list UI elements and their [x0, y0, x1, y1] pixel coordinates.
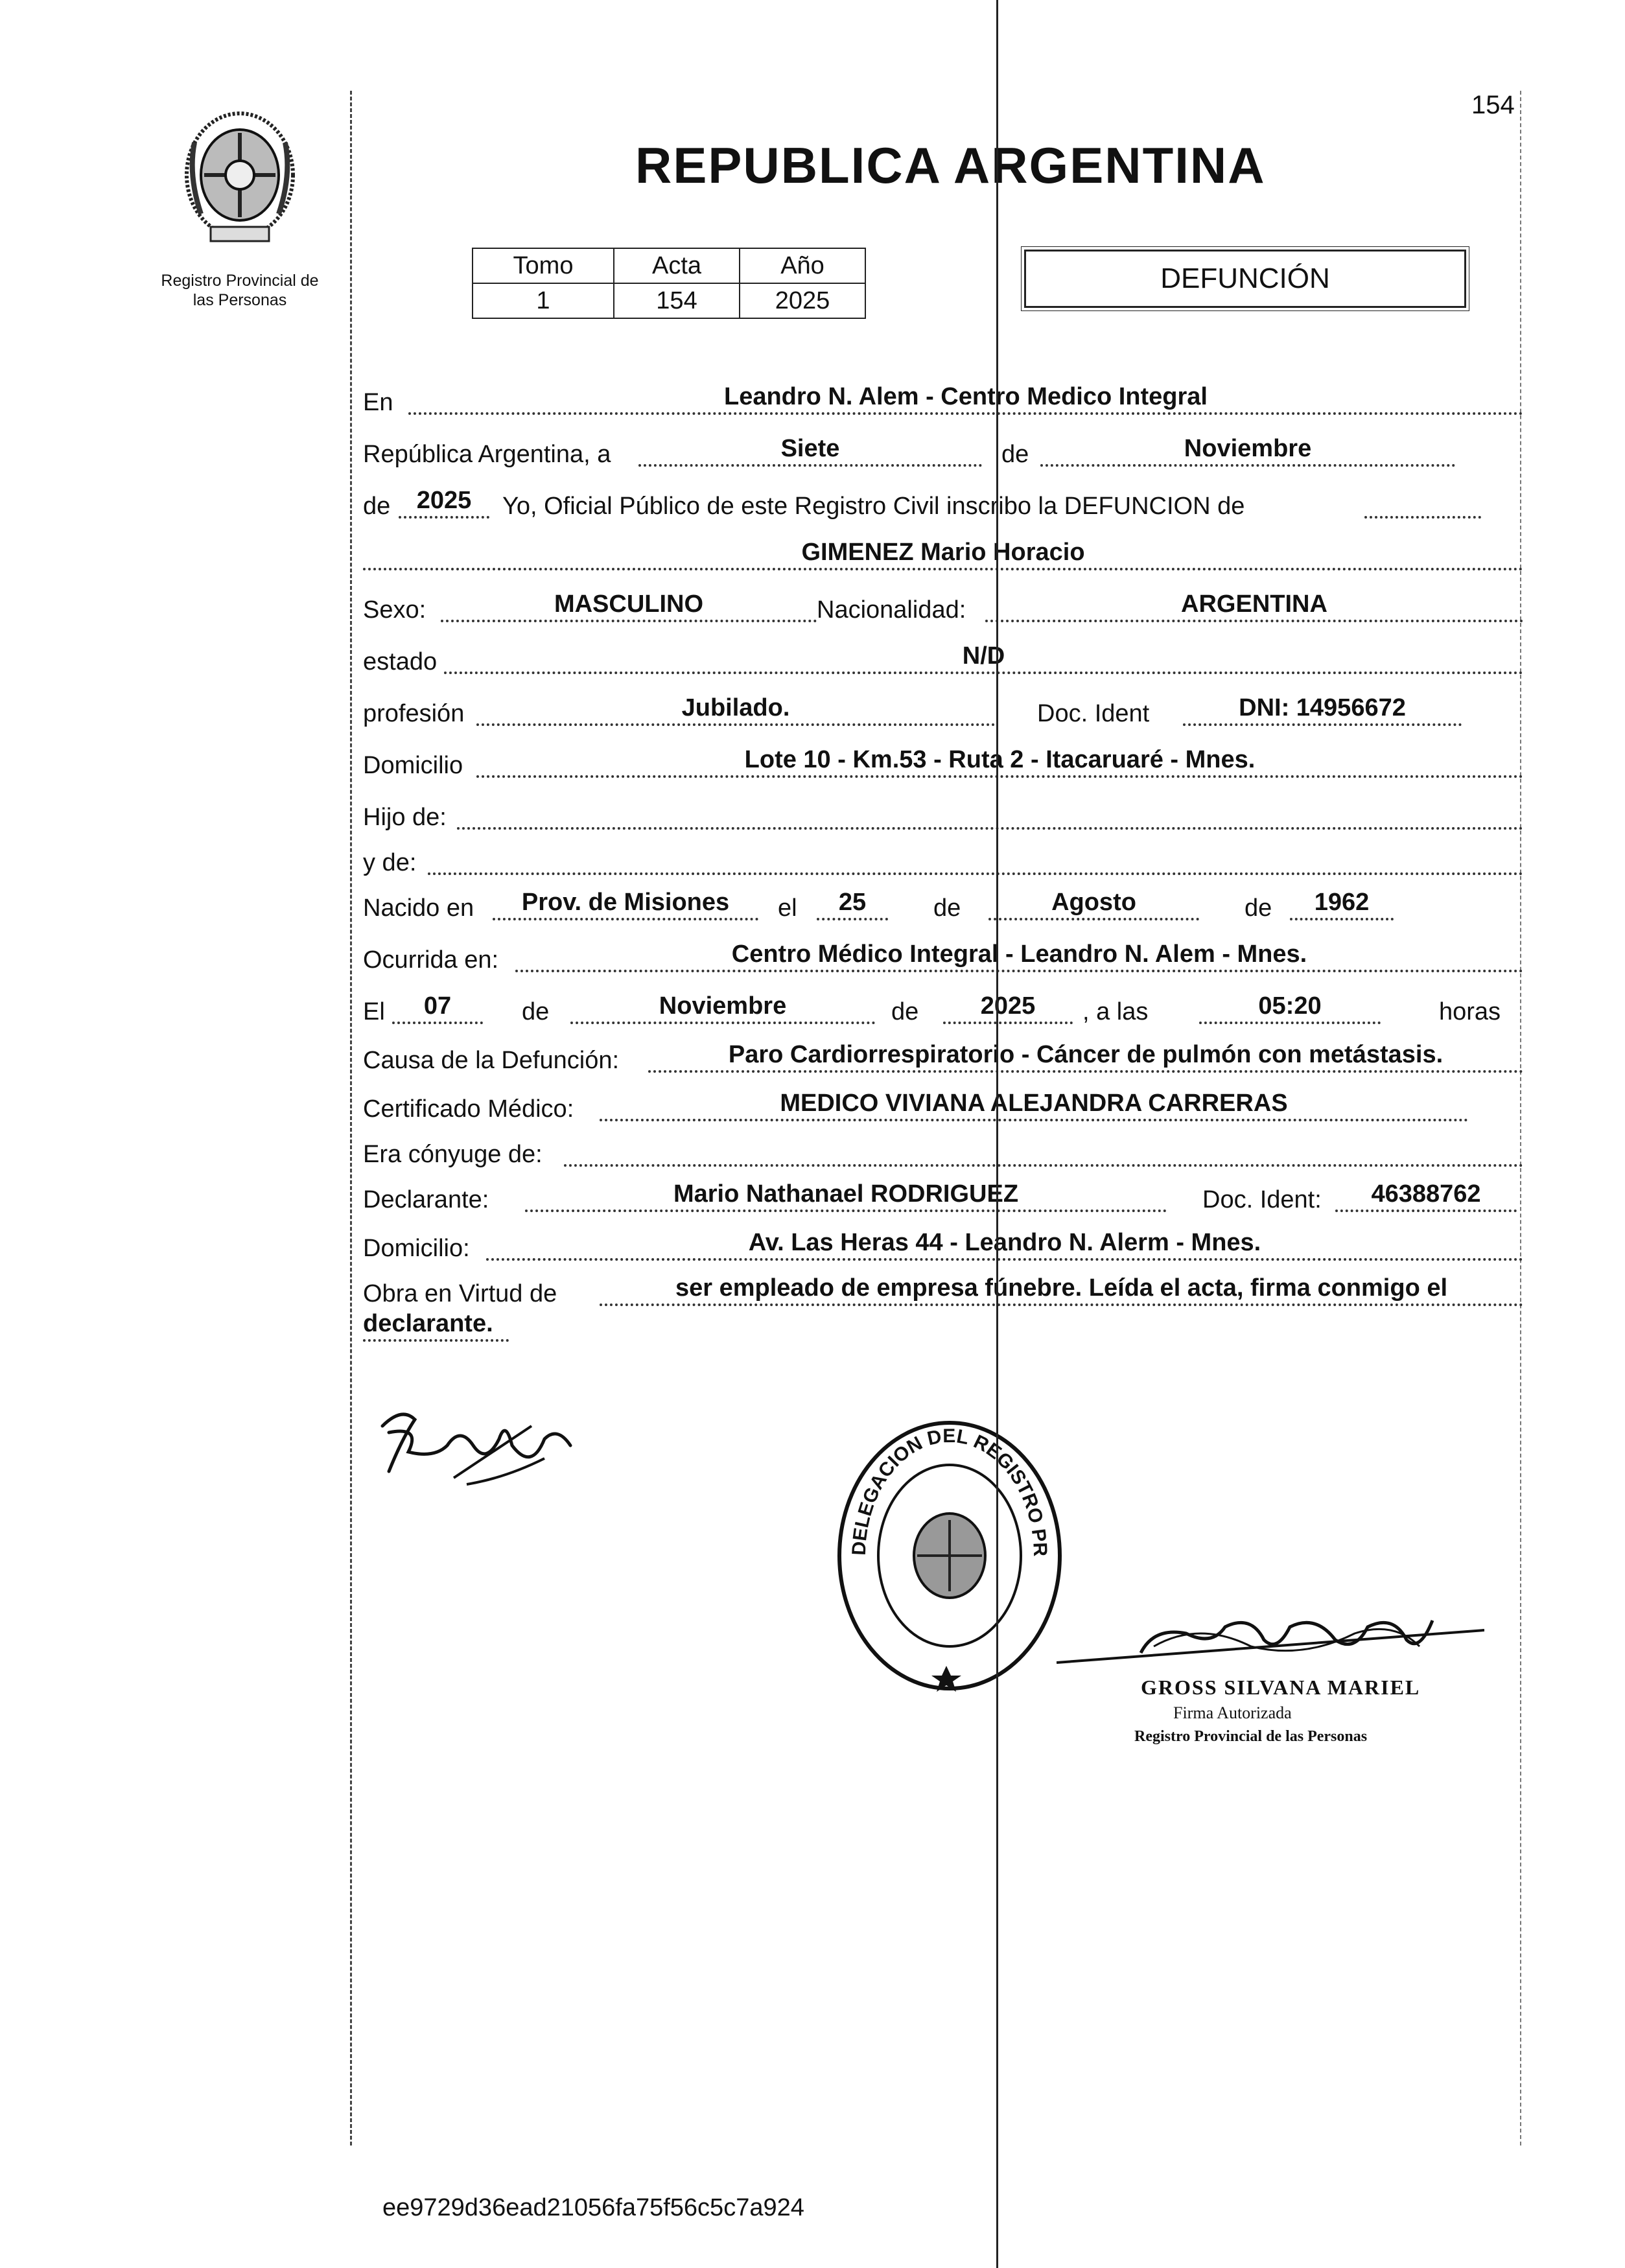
deceased-name-value: GIMENEZ Mario Horacio — [363, 538, 1523, 570]
born-day-value: 25 — [817, 888, 888, 920]
acta-header: Acta — [614, 248, 740, 283]
place-label: En — [363, 389, 393, 416]
month-value: Noviembre — [1040, 434, 1455, 467]
nationality-label: Nacionalidad: — [817, 596, 966, 624]
year-value: 2025 — [399, 486, 489, 519]
declarant-value: Mario Nathanael RODRIGUEZ — [525, 1180, 1167, 1212]
official-registry: Registro Provincial de las Personas — [1134, 1728, 1368, 1745]
cause-value: Paro Cardiorrespiratorio - Cáncer de pulmón con metástasis. — [648, 1040, 1523, 1073]
time-label: , a las — [1082, 998, 1149, 1025]
el-label: El — [363, 998, 385, 1025]
center-fold-line — [996, 0, 998, 2268]
reference-table — [472, 248, 866, 319]
row-occurred — [363, 927, 1523, 979]
sex-value: MASCULINO — [441, 590, 817, 622]
page-title: REPUBLICA ARGENTINA — [635, 137, 1266, 194]
occurred-label: Ocurrida en: — [363, 946, 499, 974]
certificate-label: Certificado Médico: — [363, 1095, 574, 1123]
doc-label: Doc. Ident — [1037, 700, 1150, 727]
provincial-coat-of-arms-icon — [175, 104, 305, 259]
row-declarant — [363, 1167, 1523, 1219]
row-date — [363, 421, 1523, 473]
born-de-label: de — [933, 894, 961, 922]
address-label: Domicilio — [363, 752, 463, 779]
civil-status-value: N/D — [444, 642, 1523, 674]
row-mother — [363, 830, 1523, 882]
day-words-value: Siete — [638, 434, 982, 467]
document-hash: ee9729d36ead21056fa75f56c5c7a924 — [382, 2194, 804, 2221]
mother-label: y de: — [363, 849, 417, 876]
record-type-box: DEFUNCIÓN — [1024, 250, 1466, 308]
official-signature — [1057, 1601, 1484, 1676]
mother-value — [428, 843, 1523, 875]
civil-status-label: estado — [363, 648, 438, 675]
official-role: Firma Autorizada — [1173, 1703, 1292, 1722]
virtue-label: Obra en Virtud de — [363, 1280, 557, 1307]
anio-value: 2025 — [740, 283, 865, 318]
row-spouse — [363, 1121, 1523, 1173]
born-month-value: Agosto — [988, 888, 1199, 920]
nationality-value: ARGENTINA — [985, 590, 1523, 622]
row-civil-status — [363, 629, 1523, 681]
registry-logo-block — [130, 104, 350, 310]
address-value: Lote 10 - Km.53 - Ruta 2 - Itacaruaré - Mnes. — [476, 745, 1523, 778]
acta-value: 154 — [614, 283, 740, 318]
tomo-value: 1 — [473, 283, 614, 318]
profession-label: profesión — [363, 700, 465, 727]
born-de-label-2: de — [1245, 894, 1272, 922]
row-birth — [363, 875, 1523, 927]
death-day-value: 07 — [392, 992, 483, 1024]
row-place — [363, 369, 1523, 421]
registrar-blank — [1364, 486, 1481, 519]
row-death-date — [363, 979, 1523, 1031]
row-profession — [363, 681, 1523, 732]
row-sex-nationality — [363, 577, 1523, 629]
declarant-signature — [376, 1400, 583, 1501]
registry-name-line-1: Registro Provincial de — [161, 272, 319, 290]
left-margin-rule — [350, 91, 352, 2145]
place-value: Leandro N. Alem - Centro Medico Integral — [408, 382, 1523, 415]
death-time-value: 05:20 — [1199, 992, 1381, 1024]
registrar-text: Yo, Oficial Público de este Registro Civil inscribo la DEFUNCION de — [502, 493, 1245, 520]
tomo-header: Tomo — [473, 248, 614, 283]
de-label: de — [1001, 441, 1029, 468]
declarant-label: Declarante: — [363, 1186, 489, 1213]
doc-value: DNI: 14956672 — [1183, 694, 1462, 726]
profession-value: Jubilado. — [476, 694, 995, 726]
svg-text:DELEGACION DEL REGISTRO PROVIN: DELEGACION DEL REGISTRO PR — [848, 1425, 1051, 1557]
row-deceased-name — [363, 525, 1523, 577]
death-month-value: Noviembre — [570, 992, 875, 1024]
death-de-label-2: de — [891, 998, 919, 1025]
born-label: Nacido en — [363, 894, 474, 922]
declarant-address-label: Domicilio: — [363, 1235, 470, 1262]
declarant-doc-value: 46388762 — [1335, 1180, 1517, 1212]
father-value — [457, 797, 1523, 830]
death-year-value: 2025 — [943, 992, 1073, 1024]
sex-label: Sexo: — [363, 596, 427, 624]
de-label-2: de — [363, 493, 391, 520]
virtue-text-line-2: declarante. — [363, 1309, 509, 1342]
page-number: 154 — [1471, 91, 1515, 119]
row-cause — [363, 1027, 1523, 1079]
certificate-value: MEDICO VIVIANA ALEJANDRA CARRERAS — [600, 1089, 1468, 1121]
row-certificate — [363, 1076, 1523, 1128]
hours-label: horas — [1439, 998, 1501, 1025]
declarant-signature-icon — [376, 1400, 583, 1497]
official-signature-icon — [1057, 1601, 1484, 1672]
born-year-value: 1962 — [1290, 888, 1394, 920]
occurred-place-value: Centro Médico Integral - Leandro N. Alem - Mnes. — [515, 940, 1523, 972]
born-el-label: el — [778, 894, 797, 922]
spouse-label: Era cónyuge de: — [363, 1141, 543, 1168]
registry-name-line-2: las Personas — [193, 291, 287, 309]
father-label: Hijo de: — [363, 804, 447, 831]
row-declarant-address — [363, 1215, 1523, 1267]
row-father — [363, 784, 1523, 836]
cause-label: Causa de la Defunción: — [363, 1047, 620, 1074]
row-registrar — [363, 473, 1523, 525]
official-seal — [826, 1413, 1073, 1701]
row-virtue-2 — [363, 1296, 1523, 1348]
spouse-value — [564, 1134, 1523, 1167]
born-place-value: Prov. de Misiones — [493, 888, 758, 920]
official-name: GROSS SILVANA MARIEL — [1141, 1676, 1421, 1699]
declarant-address-value: Av. Las Heras 44 - Leandro N. Alerm - Mnes. — [486, 1228, 1523, 1261]
country-date-label: República Argentina, a — [363, 441, 611, 468]
declarant-doc-label: Doc. Ident: — [1202, 1186, 1322, 1213]
anio-header: Año — [740, 248, 865, 283]
death-de-label: de — [522, 998, 550, 1025]
registry-name — [130, 271, 350, 310]
virtue-text-line-1: ser empleado de empresa fúnebre. Leída el acta, firma conmigo el — [600, 1274, 1523, 1306]
row-address — [363, 732, 1523, 784]
delegation-seal-icon — [826, 1413, 1073, 1698]
